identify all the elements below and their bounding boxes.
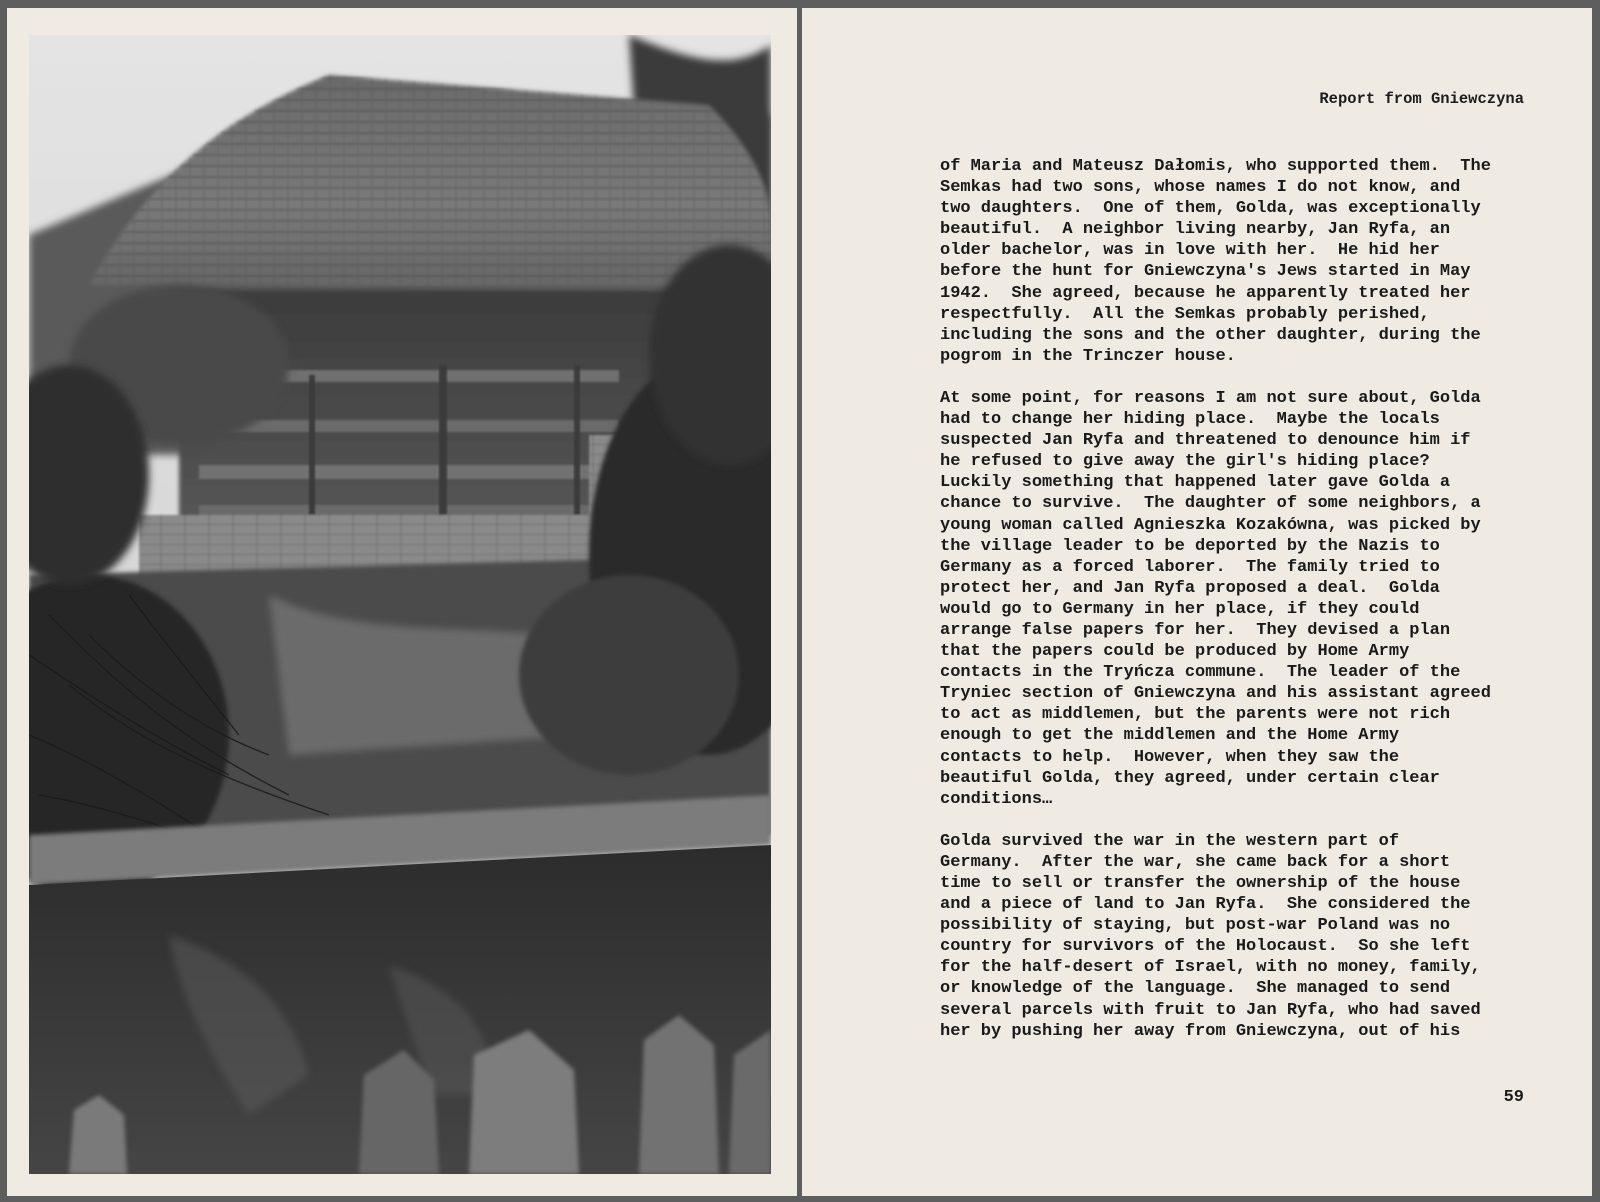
- text-line: Semkas had two sons, whose names I do not know, and: [940, 178, 1461, 198]
- text-line: beautiful Golda, they agreed, under certain clear: [940, 768, 1440, 788]
- text-line: Golda survived the war in the western part of: [940, 831, 1400, 851]
- running-head: Report from Gniewczyna: [1319, 90, 1524, 108]
- paragraph-1: [940, 156, 1540, 367]
- body-text: [940, 156, 1540, 1063]
- text-line: including the sons and the other daughter, during the: [940, 325, 1481, 345]
- text-line: Tryniec section of Gniewczyna and his assistant agreed: [940, 684, 1491, 704]
- text-line: older bachelor, was in love with her. He hid her: [940, 241, 1440, 261]
- text-line: 1942. She agreed, because he apparently treated her: [940, 283, 1471, 303]
- right-page: [802, 8, 1592, 1196]
- text-line: that the papers could be produced by Home Army: [940, 642, 1410, 662]
- left-page: [7, 8, 797, 1196]
- text-line: conditions…: [940, 789, 1053, 809]
- text-line: protect her, and Jan Ryfa proposed a deal. Golda: [940, 578, 1440, 598]
- text-line: time to sell or transfer the ownership of the house: [940, 874, 1461, 893]
- text-line: Luckily something that happened later gave Golda a: [940, 473, 1451, 493]
- photo-illustration: [29, 35, 771, 1174]
- text-line: arrange false papers for her. They devised a plan: [940, 620, 1451, 640]
- text-line: or knowledge of the language. She managed to send: [940, 979, 1451, 999]
- text-line: before the hunt for Gniewczyna's Jews started in May: [940, 262, 1471, 282]
- text-line: beautiful. A neighbor living nearby, Jan Ryfa, an: [940, 220, 1451, 240]
- text-line: for the half-desert of Israel, with no money, family,: [940, 958, 1481, 978]
- text-line: suspected Jan Ryfa and threatened to denounce him if: [940, 431, 1471, 451]
- text-line: Germany as a forced laborer. The family tried to: [940, 557, 1440, 577]
- text-line: the village leader to be deported by the Nazis to: [940, 536, 1440, 556]
- text-line: two daughters. One of them, Golda, was exceptionally: [940, 199, 1481, 219]
- text-line: contacts to help. However, when they saw the: [940, 747, 1400, 767]
- text-line: had to change her hiding place. Maybe the locals: [940, 410, 1440, 430]
- paragraph-2: [940, 388, 1540, 810]
- text-line: country for survivors of the Holocaust. So she left: [940, 937, 1471, 957]
- text-line: At some point, for reasons I am not sure about, Golda: [940, 388, 1481, 408]
- text-line: several parcels with fruit to Jan Ryfa, who had saved: [940, 1000, 1481, 1020]
- page-number: 59: [1503, 1088, 1524, 1107]
- text-line: would go to Germany in her place, if they could: [940, 599, 1420, 619]
- text-line: to act as middlemen, but the parents were not rich: [940, 705, 1451, 725]
- text-line: of Maria and Mateusz Dałomis, who supported them. The: [940, 157, 1491, 176]
- text-line: and a piece of land to Jan Ryfa. She considered the: [940, 895, 1471, 915]
- photograph-old-barn: [29, 35, 771, 1174]
- text-line: chance to survive. The daughter of some neighbors, a: [940, 494, 1481, 514]
- text-line: her by pushing her away from Gniewczyna, out of his: [940, 1021, 1461, 1041]
- text-line: respectfully. All the Semkas probably perished,: [940, 304, 1430, 324]
- text-line: he refused to give away the girl's hiding place?: [940, 452, 1430, 472]
- text-line: possibility of staying, but post-war Poland was no: [940, 916, 1451, 936]
- text-line: young woman called Agnieszka Kozakówna, was picked by: [940, 515, 1481, 535]
- text-line: contacts in the Tryńcza commune. The leader of the: [940, 663, 1461, 683]
- text-line: enough to get the middlemen and the Home Army: [940, 726, 1400, 746]
- paragraph-3: [940, 831, 1540, 1042]
- text-line: pogrom in the Trinczer house.: [940, 346, 1236, 366]
- text-line: Germany. After the war, she came back for a short: [940, 852, 1451, 872]
